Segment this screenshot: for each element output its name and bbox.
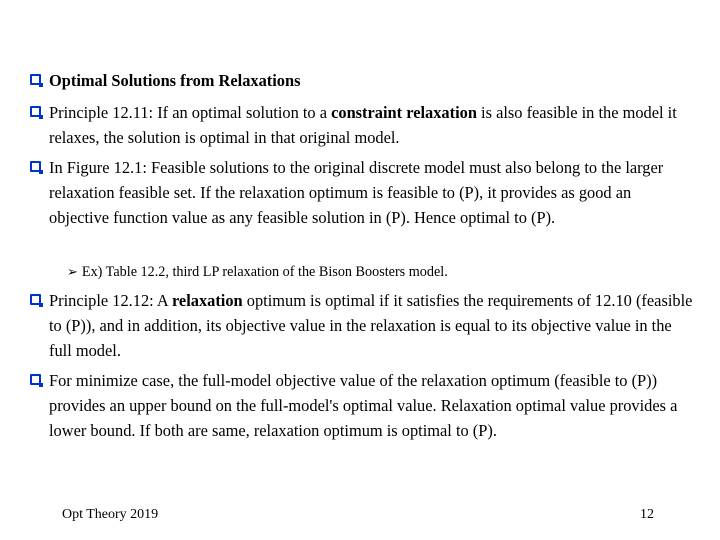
bullet-text-pre: Principle 12.12: A xyxy=(49,291,172,310)
page-number: 12 xyxy=(640,507,654,522)
bullet-text-pre: Principle 12.11: If an optimal solution to a xyxy=(49,103,332,122)
arrow-bullet-icon: ➢ xyxy=(67,265,78,280)
checkbox-bullet-icon xyxy=(30,106,41,117)
bullet-text-bold: relaxation xyxy=(171,291,243,310)
bullet-optimal-solutions xyxy=(30,69,695,94)
bullet-text-post: is also feasible in the model it relaxes, the solution is optimal in that original model. xyxy=(49,103,677,147)
bullet-minimize-case xyxy=(30,369,695,443)
bullet-principle-12-11 xyxy=(30,101,695,151)
bullet-principle-12-12 xyxy=(30,289,695,363)
bullet-figure-12-1 xyxy=(30,156,695,230)
sub-bullet-example xyxy=(67,262,697,283)
bullet-text-bold: constraint relaxation xyxy=(331,103,477,122)
footer-course: Opt Theory 2019 xyxy=(62,507,159,522)
bullet-text: In Figure 12.1: Feasible solutions to the original discrete model must also belong to the larger relaxation feasible set. If the relaxation optimum is feasible to (P), it provides as good an objective function value as any feasible solution in (P). Hence optimal to (P). xyxy=(49,158,664,227)
bullet-text: For minimize case, the full-model objective value of the relaxation optimum (feasible to (P)) provides an upper bound on the full-model's optimal value. Relaxation optimal value provides a lower bound. If both are same, relaxation optimum is optimal to (P). xyxy=(49,371,678,440)
sub-bullet-text: Ex) Table 12.2, third LP relaxation of the Bison Boosters model. xyxy=(81,264,448,280)
checkbox-bullet-icon xyxy=(30,294,41,305)
checkbox-bullet-icon xyxy=(30,161,41,172)
checkbox-bullet-icon xyxy=(30,74,41,85)
checkbox-bullet-icon xyxy=(30,374,41,385)
bullet-text-post: optimum is optimal if it satisfies the requirements of 12.10 (feasible to (P)), and in addition, its objective value in the relaxation is equal to its objective value in the full model. xyxy=(49,291,693,360)
bullet-heading: Optimal Solutions from Relaxations xyxy=(49,71,301,90)
